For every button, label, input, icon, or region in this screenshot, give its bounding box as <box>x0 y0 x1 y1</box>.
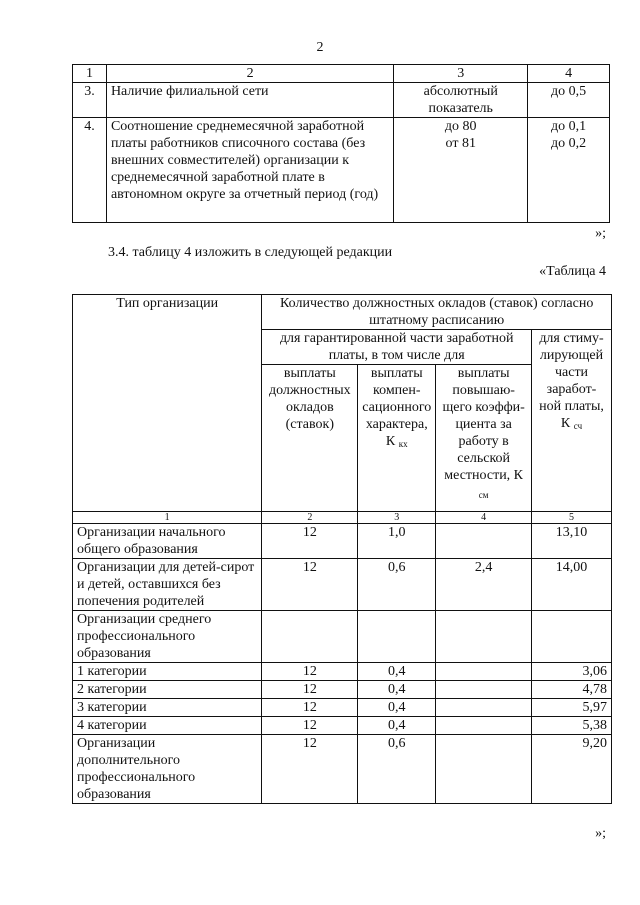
value-line: от 81 <box>445 136 476 151</box>
compensation-value: 0,4 <box>358 663 436 681</box>
criteria-table <box>72 64 610 223</box>
table-row <box>73 717 612 735</box>
header-rural-text: выплаты повышаю-щего коэффи-циента за работу в сельской местности, К <box>442 366 525 483</box>
rural-value <box>436 681 532 699</box>
org-type: 1 категории <box>73 663 262 681</box>
rural-value <box>436 611 532 663</box>
header-org-type: Тип организации <box>73 295 262 512</box>
closing-quote: »; <box>595 826 606 841</box>
header-stimulating-text: для стиму-лирующей части заработ-ной платы, К <box>539 331 604 431</box>
subscript: сч <box>573 421 583 431</box>
header-guaranteed: для гарантированной части заработной платы, в том числе для <box>262 330 532 365</box>
column-numbers-row <box>73 512 612 524</box>
table-row <box>73 559 612 611</box>
org-type: 4 категории <box>73 717 262 735</box>
rural-value <box>436 663 532 681</box>
header-rural <box>436 365 532 512</box>
compensation-value: 0,4 <box>358 717 436 735</box>
column-number: 4 <box>528 65 610 83</box>
criterion-name: Соотношение среднемесячной заработной платы работников списочного состава (без внешних совместителей) организации к среднемесячной заработной плате в автономном округе за отчетный период (год) <box>106 118 393 223</box>
table-row <box>73 118 610 223</box>
value-line: до 80 <box>444 119 477 134</box>
salary-value: 12 <box>262 717 358 735</box>
table-row <box>73 699 612 717</box>
table-row <box>73 524 612 559</box>
column-number: 3 <box>394 65 528 83</box>
page-number: 2 <box>316 40 324 55</box>
table-header-row <box>73 295 612 330</box>
compensation-value: 0,6 <box>358 735 436 804</box>
table-header-row <box>73 65 610 83</box>
stimulating-value: 5,97 <box>532 699 612 717</box>
salary-table <box>72 294 612 804</box>
rural-value <box>436 524 532 559</box>
subscript: см <box>478 490 489 500</box>
header-stimulating <box>532 330 612 512</box>
closing-quote: »; <box>595 226 606 241</box>
column-number: 1 <box>73 512 262 524</box>
salary-value: 12 <box>262 524 358 559</box>
subscript: кх <box>398 439 408 449</box>
org-type: Организации среднего профессионального образования <box>73 611 262 663</box>
table-row <box>73 735 612 804</box>
salary-value <box>262 611 358 663</box>
criterion-limit <box>528 118 610 223</box>
stimulating-value: 3,06 <box>532 663 612 681</box>
column-number: 1 <box>73 65 107 83</box>
header-salary: выплаты должностных окладов (ставок) <box>262 365 358 512</box>
header-count: Количество должностных окладов (ставок) согласно штатному расписанию <box>262 295 612 330</box>
org-type: 2 категории <box>73 681 262 699</box>
amendment-paragraph: 3.4. таблицу 4 изложить в следующей редакции <box>108 245 393 260</box>
salary-value: 12 <box>262 699 358 717</box>
table-row <box>73 611 612 663</box>
rural-value: 2,4 <box>436 559 532 611</box>
org-type: 3 категории <box>73 699 262 717</box>
limit-line: до 0,1 <box>551 119 587 134</box>
column-number: 5 <box>532 512 612 524</box>
limit-line: до 0,2 <box>551 136 587 151</box>
stimulating-value <box>532 611 612 663</box>
salary-value: 12 <box>262 735 358 804</box>
table-title: «Таблица 4 <box>539 264 606 279</box>
table-row <box>73 83 610 118</box>
org-type: Организации для детей-сирот и детей, оставшихся без попечения родителей <box>73 559 262 611</box>
stimulating-value: 14,00 <box>532 559 612 611</box>
salary-value: 12 <box>262 681 358 699</box>
compensation-value: 0,4 <box>358 699 436 717</box>
compensation-value: 1,0 <box>358 524 436 559</box>
compensation-value: 0,6 <box>358 559 436 611</box>
header-compensation <box>358 365 436 512</box>
table-row <box>73 681 612 699</box>
column-number: 2 <box>262 512 358 524</box>
compensation-value <box>358 611 436 663</box>
column-number: 3 <box>358 512 436 524</box>
rural-value <box>436 717 532 735</box>
stimulating-value: 5,38 <box>532 717 612 735</box>
stimulating-value: 4,78 <box>532 681 612 699</box>
org-type: Организации начального общего образования <box>73 524 262 559</box>
row-number: 4. <box>73 118 107 223</box>
salary-value: 12 <box>262 663 358 681</box>
column-number: 4 <box>436 512 532 524</box>
salary-value: 12 <box>262 559 358 611</box>
column-number: 2 <box>106 65 393 83</box>
criterion-limit: до 0,5 <box>528 83 610 118</box>
rural-value <box>436 735 532 804</box>
table-row <box>73 663 612 681</box>
compensation-value: 0,4 <box>358 681 436 699</box>
stimulating-value: 9,20 <box>532 735 612 804</box>
criterion-value: абсолютный показатель <box>394 83 528 118</box>
row-number: 3. <box>73 83 107 118</box>
header-compensation-text: выплаты компен-сационного характера, К <box>362 366 432 449</box>
org-type: Организации дополнительного профессионального образования <box>73 735 262 804</box>
rural-value <box>436 699 532 717</box>
stimulating-value: 13,10 <box>532 524 612 559</box>
criterion-name: Наличие филиальной сети <box>106 83 393 118</box>
criterion-value <box>394 118 528 223</box>
